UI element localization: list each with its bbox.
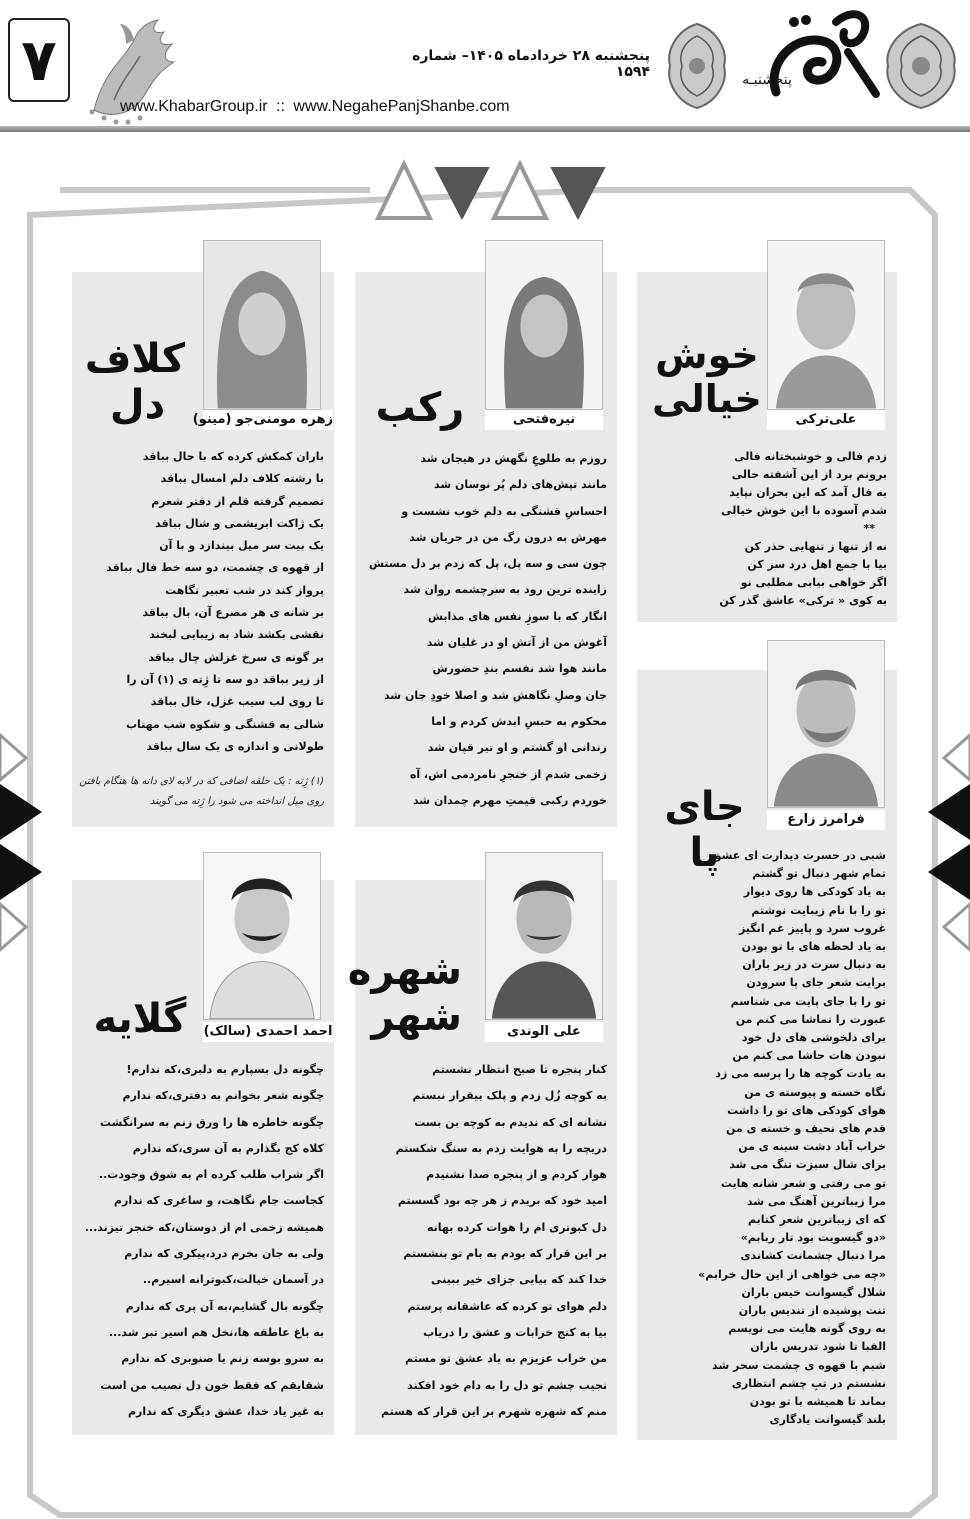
- poem-line: زدم فالی و خوشبختانه فالی: [734, 450, 887, 463]
- poem-line: برای شال سبزت تنگ می شد: [729, 1158, 886, 1172]
- poem-line: دریچه را به هوایت زدم به سنگ شکستم: [395, 1141, 607, 1155]
- poem-line: طولانی و اندازه ی یک سال بباقد: [146, 739, 324, 753]
- poem-line: بماند تا همیشه با تو بودن: [749, 1395, 886, 1409]
- poem-title: شهره شهر: [347, 948, 462, 1040]
- poem-line: چون سی و سه پل، پل که زدم بر دل مستش: [368, 557, 607, 571]
- poem-line: برایت شعر جای پا سرودن: [746, 976, 886, 990]
- poet-photo: [203, 852, 321, 1020]
- logo-subtitle: پنجشنبـه: [742, 72, 792, 88]
- poem-line: در آسمان خیالت،کبوترانه اسیرم..: [142, 1273, 324, 1287]
- poet-photo: [485, 240, 603, 410]
- poem-line: بیا به کنج خرابات و عشق را دریاب: [423, 1325, 607, 1339]
- poem-title: جای پا: [664, 784, 745, 876]
- poem-line: هوای کودکی های تو را داشت: [727, 1103, 886, 1117]
- poem-line: مهرش به درون رگ من در جریان شد: [409, 530, 607, 544]
- poem-line: بر گونه ی سرخ غزلش چال بباقد: [148, 650, 324, 664]
- poem-line: به یاد لحظه های با تو بودن: [741, 940, 886, 954]
- poem-body: [84, 1057, 324, 1425]
- poem-line: دلم هوای تو کرده که عاشقانه پرستم: [407, 1299, 607, 1313]
- poet-photo: [767, 240, 885, 410]
- poem-line: (۱) ژِته : یک حلقه اضافی که در لابه لای دانه ها هنگام بافتن: [79, 776, 324, 787]
- poem-line: انگار که با سوزِ نفس های مذابش: [427, 609, 607, 623]
- poem-line: به یادت کوچه ها را پرسه می زد: [715, 1067, 886, 1081]
- poem-line: الفبا تا شود تدریس باران: [750, 1340, 886, 1354]
- poem-line: یک بیت سر میل بیندازد و با آن: [159, 539, 324, 553]
- poem-line: به غیر یاد خدا، عشق دیگری که ندارم: [127, 1404, 324, 1418]
- poem-title: خوش خیالی: [652, 333, 762, 421]
- poem-line: جان وصلِ نگاهش شد و اصلا خودِ جان شد: [383, 688, 607, 702]
- poem-line: مانند هوا شد نفسم بندِ حضورش: [432, 662, 607, 676]
- poem-line: بر شانه ی هر مصرع آن، بال بباقد: [142, 606, 324, 620]
- poem-line: بر این قرار که بودم به بام تو بنشستم: [403, 1247, 607, 1261]
- poem-title: گلایه: [93, 996, 187, 1042]
- poem-line: شبم با قهوه ی چشمت سحر شد: [711, 1358, 886, 1372]
- poem-line: کجاست جام نگاهت، و ساغری که ندارم: [113, 1194, 324, 1208]
- poem-line: «دو گیسویت بود تار ربابم»: [740, 1231, 886, 1245]
- poem-line: عبورت را تماشا می کنم من: [735, 1012, 886, 1026]
- poem-line: بلند گیسوانت یادگاری: [769, 1413, 886, 1427]
- poem-line: مانند تپش‌های دلم پُر نوسان شد: [434, 478, 607, 492]
- poem-line: «چه می خواهی از این حال خرابم»: [698, 1267, 886, 1281]
- poem-body: [365, 1057, 607, 1425]
- poem-line: به یاد کودکی ها روی دیوار: [743, 885, 886, 899]
- poem-line: قدم های نحیف و خسته ی من: [726, 1122, 886, 1136]
- poem-line: تو را با نام زیبایت نوشتم: [751, 903, 886, 917]
- poet-photo: [203, 240, 321, 410]
- poem-line: زندانی او گشتم و او تیر قپان شد: [427, 741, 607, 755]
- poem-line: باران کمکش کرده که با حال بباقد: [142, 450, 324, 463]
- poem-line: آغوش من از آتش او در غلیان شد: [426, 636, 607, 650]
- poem-line: ولی به جان بخرم درد،پیکری که ندارم: [124, 1247, 324, 1261]
- poem-line: نجیب چشم تو دل را به دام خود افکند: [407, 1378, 607, 1392]
- poem-line: شقایقم که فقط خون دل نصیب من است: [100, 1378, 324, 1392]
- poem-line: پرواز کند در شب تعبیر نگاهت: [165, 583, 324, 597]
- poem-line: نگاه خسته و پیوسته ی من: [744, 1085, 886, 1099]
- url-khabargroup[interactable]: www.KhabarGroup.ir: [120, 98, 268, 115]
- issue-date-line: پنجشنبه ۲۸ خردادماه ۱۴۰۵– شماره ۱۵۹۴: [412, 48, 650, 80]
- poem-line: به دنبال سرت در زیر باران: [742, 958, 886, 972]
- poem-line: زاینده ترین رود به سرچشمه روان شد: [403, 583, 607, 597]
- poem-line: اگر خواهی بیابی مطلبی نو: [740, 576, 887, 589]
- poem-line: برای دلخوشی های دل خود: [741, 1031, 886, 1045]
- poem-line: کلاه کج بگذارم به آن سری،که ندارم: [132, 1141, 324, 1155]
- poem-line: منم که شهره شهرم بر این قرار که هستم: [381, 1404, 607, 1418]
- poem-line: شدم آسوده با این خوش خیالی: [721, 504, 887, 517]
- poem-line: نه از تنها ز تنهایی حذر کن: [744, 540, 887, 553]
- header-divider: [0, 126, 970, 132]
- poet-name: نیره‌فتحی: [485, 410, 603, 430]
- poem-line: مرا دنبال چشمانت کشاندی: [740, 1249, 886, 1263]
- poem-line: به سرو بوسه زنم یا صنوبری که ندارم: [121, 1352, 324, 1366]
- poet-name: فرامرز زارع: [767, 810, 885, 830]
- poem-line: به کوچه زُل زدم و پلک بیقرار نبستم: [412, 1089, 607, 1103]
- poet-photo: [767, 640, 885, 808]
- ornament-icon: [662, 20, 732, 112]
- poem-line: من خراب عزیزم به یاد عشق تو مستم: [405, 1352, 607, 1366]
- poem-line: بیا با جمع اهل درد سر کن: [747, 558, 887, 571]
- poem-line: تو را با جای پایت می شناسم: [730, 994, 886, 1008]
- poem-line: احساسِ قشنگی به دلم خوب نشست و: [401, 504, 607, 518]
- poem-line: **: [863, 522, 875, 535]
- poem-line: روی میل انداخته می شود را ژِته می گویند: [150, 796, 324, 807]
- page-number-box: [8, 18, 70, 102]
- poet-name: احمد احمدی (سالک): [203, 1022, 333, 1042]
- poem-line: دل کبوتری ام را هوات کرده بهانه: [427, 1220, 607, 1234]
- page-number: ۷: [21, 26, 57, 94]
- poem-line: چگونه شعر بخوانم به دفتری،که ندارم: [122, 1089, 324, 1103]
- poem-line: برونم برد از این آشفته حالی: [731, 468, 887, 481]
- poem-line: چگونه خاطره ها را ورق زنم به سرانگشت: [99, 1115, 324, 1129]
- poem-body: [645, 448, 887, 610]
- poem-line: نشستم در تبِ چشم انتظاری: [731, 1376, 886, 1390]
- poem-line: تمام شهر دنبال تو گشتم: [752, 867, 886, 881]
- poem-line: شالی به قشنگی و شکوه شب مهتاب: [125, 717, 324, 731]
- poem-line: نشانه ای که ندیدم به کوچه بن بست: [414, 1115, 607, 1129]
- poem-line: همیشه زخمی ام از دوستان،که خنجر تیزند...: [84, 1220, 324, 1234]
- poem-line: چگونه بال گشایم،به آن پری که ندارم: [125, 1299, 324, 1313]
- poem-line: یک ژاکت ابریشمی و شال بباقد: [155, 516, 324, 530]
- website-urls: [120, 98, 514, 116]
- url-separator: ::: [276, 98, 285, 115]
- poem-line: تنت پوشیده از تندیس باران: [738, 1304, 886, 1318]
- poem-line: به کوی « ترکی» عاشق گذر کن: [719, 594, 887, 607]
- poem-line: چگونه دل بسپارم به دلبری،که ندارم!: [126, 1063, 324, 1076]
- poem-line: اگر شراب طلب کرده ام به شوق وجودت..: [98, 1168, 324, 1182]
- poem-line: هوار کردم و از پنجره صدا نشنیدم: [426, 1168, 607, 1182]
- poem-line: خدا کند که بیایی جزای خیر ببینی: [431, 1273, 607, 1287]
- page-header: [0, 0, 970, 135]
- poem-line: امید خود که بریدم ز هر چه بود گسستم: [397, 1194, 607, 1208]
- poem-body: [645, 847, 886, 1430]
- poem-line: از قهوه ی چشمت، دو سه خط فال بباقد: [106, 561, 324, 575]
- poem-line: خوردم رکبی قیمتِ مهرم چمدان شد: [412, 793, 607, 807]
- poem-line: به باغ عاطفه ها،نخل هم اسیر تبر شد...: [108, 1325, 324, 1339]
- poem-line: روزم به طلوعِ نگهش در هیجان شد: [420, 452, 607, 465]
- poem-line: که ای زیباترین شعر کتابم: [748, 1213, 886, 1227]
- poem-title: رکب: [375, 385, 465, 431]
- poem-line: تو می رفتی و شعر شانه هایت: [720, 1176, 886, 1190]
- poem-line: زخمی شدم از خنجرِ نامردمی اش، آه: [409, 767, 607, 781]
- poet-name: علی‌ترکی: [767, 410, 885, 430]
- poet-name: علی الوندی: [485, 1022, 603, 1042]
- negahe-logo-icon: [736, 2, 886, 112]
- poem-line: به فال آمد که این بحران نپاید: [729, 486, 887, 499]
- poem-line: کنار پنجره تا صبح انتظار نشستم: [432, 1063, 607, 1076]
- poem-line: تصمیم گرفته قلم از دفتر شعرم: [151, 494, 324, 508]
- poem-line: محکوم به حبسِ ابدش کردم و اما: [431, 714, 607, 728]
- poem-line: نقشی بکشد شاد به زیبایی لبخند: [149, 628, 324, 642]
- poet-photo: [485, 852, 603, 1020]
- poem-title: کلاف دل: [84, 336, 185, 428]
- poem-line: شلال گیسوانت خیس باران: [741, 1285, 886, 1299]
- url-negahe[interactable]: www.NegahePanjShanbe.com: [293, 98, 510, 115]
- poem-line: شبی در حسرت دیدارت ای عشق: [711, 849, 886, 862]
- poem-line: خراب آباد دشت سینه ی من: [738, 1140, 886, 1154]
- ornament-icon: [878, 20, 964, 112]
- footnote: [79, 772, 324, 812]
- poem-body: [84, 446, 324, 758]
- poem-line: غروب سرد و پاییز غم انگیز: [738, 921, 886, 935]
- poem-line: از زیر بباقد دو سه تا ژِته ی (۱) آن را: [126, 672, 324, 686]
- poem-line: به روی گونه هایت می نویسم: [728, 1322, 886, 1336]
- poet-name: زهره مومنی‌جو (مینو): [203, 410, 333, 430]
- poem-line: تا روی لب سیب غزل، خال بباقد: [150, 695, 324, 709]
- poem-line: مرا زیباترین آهنگ می شد: [746, 1194, 886, 1208]
- poem-body: [365, 446, 607, 814]
- poem-line: با رشته کلاف دلم امسال بباقد: [160, 472, 324, 486]
- poem-line: نبودن هات حاشا می کنم من: [732, 1049, 886, 1063]
